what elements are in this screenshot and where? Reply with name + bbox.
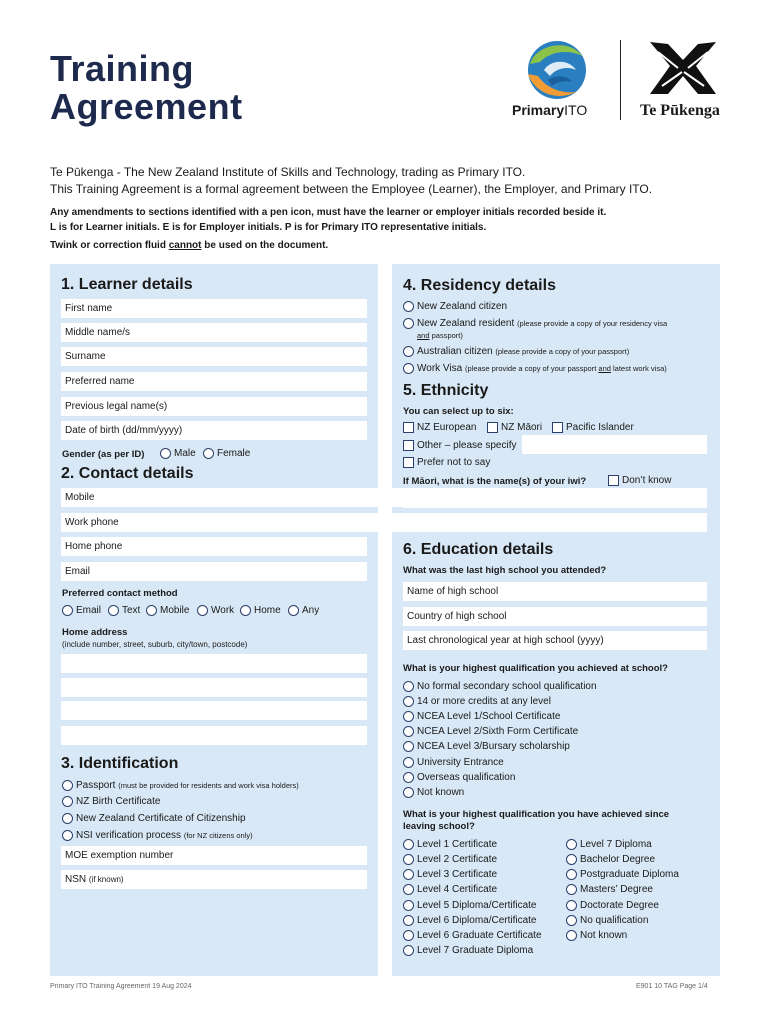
radio-icon[interactable] [62,605,73,616]
contact-any-option[interactable]: Any [288,604,319,617]
iwi-field-2[interactable] [403,513,707,532]
since-qual-option[interactable]: Level 2 Certificate [403,853,497,866]
since-qual-option[interactable]: Level 3 Certificate [403,868,497,881]
intro-line-1: Te Pūkenga - The New Zealand Institute of Skills and Technology, trading as Primary ITO. [50,165,526,179]
residency-resident-option[interactable]: New Zealand resident (please provide a copy of your residency visa [403,317,667,330]
radio-icon[interactable] [566,839,577,850]
section-identification-title: 3. Identification [61,755,179,772]
section-residency-title: 4. Residency details [403,277,556,294]
note-line-3: Twink or correction fluid cannot be used on the document. [50,240,329,251]
radio-icon[interactable] [403,869,414,880]
logo-divider [620,40,621,120]
email-field[interactable]: Email [61,562,367,581]
iwi-field-1[interactable] [403,489,707,508]
radio-icon[interactable] [288,605,299,616]
te-pukenga-mark-icon [648,40,718,98]
radio-icon[interactable] [403,884,414,895]
note-line-2: L is for Learner initials. E is for Employer initials. P is for Primary ITO representative initials. [50,222,487,233]
gender-female-option[interactable]: Female [203,447,250,460]
gender-male-option[interactable]: Male [160,447,196,460]
checkbox-icon[interactable] [487,422,498,433]
last-school-question: What was the last high school you attended? [403,565,607,576]
intro-line-2: This Training Agreement is a formal agreement between the Employee (Learner), the Employer, and Primary ITO. [50,182,653,196]
radio-icon[interactable] [403,726,414,737]
radio-icon[interactable] [566,869,577,880]
preferred-name-field[interactable]: Preferred name [61,372,367,391]
nsn-field[interactable]: NSN (if known) [61,870,367,889]
since-qual-option[interactable]: Doctorate Degree [566,899,659,912]
address-line-1-field[interactable] [61,654,367,673]
school-qual-option[interactable]: NCEA Level 3/Bursary scholarship [403,740,570,753]
radio-icon[interactable] [403,741,414,752]
gender-label: Gender (as per ID) [62,449,145,460]
id-nsi-option[interactable]: NSI verification process (for NZ citizens only) [62,829,253,842]
radio-icon[interactable] [566,915,577,926]
surname-field[interactable]: Surname [61,347,367,366]
checkbox-icon[interactable] [403,422,414,433]
radio-icon[interactable] [403,301,414,312]
since-qual-option[interactable]: No qualification [566,914,648,927]
school-qual-option[interactable]: NCEA Level 1/School Certificate [403,710,560,723]
contact-email-option[interactable]: Email [62,604,101,617]
since-qual-option[interactable]: Level 1 Certificate [403,838,497,851]
school-qual-option[interactable]: University Entrance [403,756,504,769]
contact-home-option[interactable]: Home [240,604,281,617]
footer-page-number: E901 10 TAG Page 1/4 [636,983,708,990]
radio-icon[interactable] [566,884,577,895]
radio-icon[interactable] [62,813,73,824]
address-line-4-field[interactable] [61,726,367,745]
radio-icon[interactable] [403,839,414,850]
residency-australian-option[interactable]: Australian citizen (please provide a copy of your passport) [403,345,629,358]
school-qual-option[interactable]: NCEA Level 2/Sixth Form Certificate [403,725,578,738]
iwi-dont-know-option[interactable]: Don’t know [608,474,671,487]
residency-resident-hint-cont: and passport) [417,331,463,340]
radio-icon[interactable] [146,605,157,616]
contact-mobile-option[interactable]: Mobile [146,604,189,617]
te-pukenga-logo [640,40,730,122]
radio-icon[interactable] [403,945,414,956]
section-ethnicity-title: 5. Ethnicity [403,382,489,399]
note-line-1: Any amendments to sections identified with a pen icon, must have the learner or employer initials recorded beside it. [50,207,607,218]
radio-icon[interactable] [62,796,73,807]
school-qual-option[interactable]: Overseas qualification [403,771,515,784]
radio-icon[interactable] [203,448,214,459]
school-qual-option[interactable]: Not known [403,786,464,799]
work-phone-field[interactable]: Work phone [61,513,707,532]
ethnicity-prefer-not-option[interactable]: Prefer not to say [403,456,490,469]
address-line-2-field[interactable] [61,678,367,697]
section-contact-title: 2. Contact details [61,465,194,482]
previous-legal-name-field[interactable]: Previous legal name(s) [61,397,367,416]
title-line-1: Training [50,48,195,89]
since-school-question-line-1: What is your highest qualification you have achieved since [403,809,670,820]
middle-name-field[interactable]: Middle name/s [61,323,367,342]
ethnicity-pacific-option[interactable]: Pacific Islander [552,421,634,434]
last-year-field[interactable]: Last chronological year at high school (yyyy) [403,631,707,650]
residency-work-visa-option[interactable]: Work Visa (please provide a copy of your passport and latest work visa) [403,362,667,375]
first-name-field[interactable]: First name [61,299,367,318]
radio-icon[interactable] [403,696,414,707]
moe-exemption-field[interactable]: MOE exemption number [61,846,367,865]
radio-icon[interactable] [160,448,171,459]
ethnicity-other-field[interactable] [522,435,707,454]
radio-icon[interactable] [566,900,577,911]
home-phone-field[interactable]: Home phone [61,537,367,556]
radio-icon[interactable] [403,772,414,783]
primary-ito-logo [512,40,612,122]
ethnicity-nz-european-option[interactable]: NZ European [403,421,476,434]
home-address-label: Home address [62,627,128,638]
radio-icon[interactable] [403,711,414,722]
radio-icon[interactable] [403,681,414,692]
home-address-hint: (include number, street, suburb, city/town, postcode) [62,640,248,649]
id-citizenship-option[interactable]: New Zealand Certificate of Citizenship [62,812,246,825]
radio-icon[interactable] [403,318,414,329]
radio-icon[interactable] [403,900,414,911]
radio-icon[interactable] [62,830,73,841]
checkbox-icon[interactable] [608,475,619,486]
section-education-title: 6. Education details [403,541,554,558]
address-line-3-field[interactable] [61,701,367,720]
since-qual-option[interactable]: Level 5 Diploma/Certificate [403,899,537,912]
since-qual-option[interactable]: Postgraduate Diploma [566,868,679,881]
since-qual-option[interactable]: Not known [566,929,627,942]
date-of-birth-field[interactable]: Date of birth (dd/mm/yyyy) [61,421,367,440]
since-qual-option[interactable]: Masters’ Degree [566,883,653,896]
radio-icon[interactable] [62,780,73,791]
radio-icon[interactable] [403,363,414,374]
radio-icon[interactable] [403,346,414,357]
school-qualification-question: What is your highest qualification you achieved at school? [403,663,668,674]
iwi-label: If Māori, what is the name(s) of your iwi? [403,476,587,487]
since-qual-option[interactable]: Level 6 Diploma/Certificate [403,914,537,927]
radio-icon[interactable] [197,605,208,616]
radio-icon[interactable] [566,854,577,865]
school-qual-option[interactable]: 14 or more credits at any level [403,695,551,708]
radio-icon[interactable] [240,605,251,616]
ethnicity-nz-maori-option[interactable]: NZ Māori [487,421,542,434]
ethnicity-other-option[interactable]: Other – please specify [403,439,517,452]
residency-citizen-option[interactable]: New Zealand citizen [403,300,507,313]
id-passport-option[interactable]: Passport (must be provided for residents and work visa holders) [62,779,299,792]
ethnicity-select-label: You can select up to six: [403,406,514,417]
since-qual-option[interactable]: Level 7 Diploma [566,838,652,851]
since-qual-option[interactable]: Level 4 Certificate [403,883,497,896]
since-qual-option[interactable]: Level 7 Graduate Diploma [403,944,533,957]
primary-ito-swirl-icon [526,40,588,100]
since-school-question-line-2: leaving school? [403,821,475,832]
radio-icon[interactable] [566,930,577,941]
radio-icon[interactable] [403,854,414,865]
logo-ito-word: ITO [564,102,588,118]
radio-icon[interactable] [403,915,414,926]
contact-text-option[interactable]: Text [108,604,140,617]
radio-icon[interactable] [403,930,414,941]
checkbox-icon[interactable] [403,457,414,468]
high-school-name-field[interactable]: Name of high school [403,582,707,601]
radio-icon[interactable] [108,605,119,616]
contact-work-option[interactable]: Work [197,604,234,617]
logo-primary-word: Primary [512,102,565,118]
checkbox-icon[interactable] [552,422,563,433]
radio-icon[interactable] [403,787,414,798]
logo-tepukenga-text: Te Pūkenga [640,102,720,119]
id-birth-cert-option[interactable]: NZ Birth Certificate [62,795,160,808]
title-line-2: Agreement [50,86,243,127]
school-qual-option[interactable]: No formal secondary school qualification [403,680,597,693]
checkbox-icon[interactable] [403,440,414,451]
contact-method-label: Preferred contact method [62,588,178,599]
footer-left: Primary ITO Training Agreement 19 Aug 2024 [50,983,192,990]
mobile-field[interactable]: Mobile [61,488,707,507]
since-qual-option[interactable]: Bachelor Degree [566,853,655,866]
section-learner-title: 1. Learner details [61,276,193,293]
since-qual-option[interactable]: Level 6 Graduate Certificate [403,929,542,942]
page-title [50,50,290,126]
radio-icon[interactable] [403,757,414,768]
high-school-country-field[interactable]: Country of high school [403,607,707,626]
